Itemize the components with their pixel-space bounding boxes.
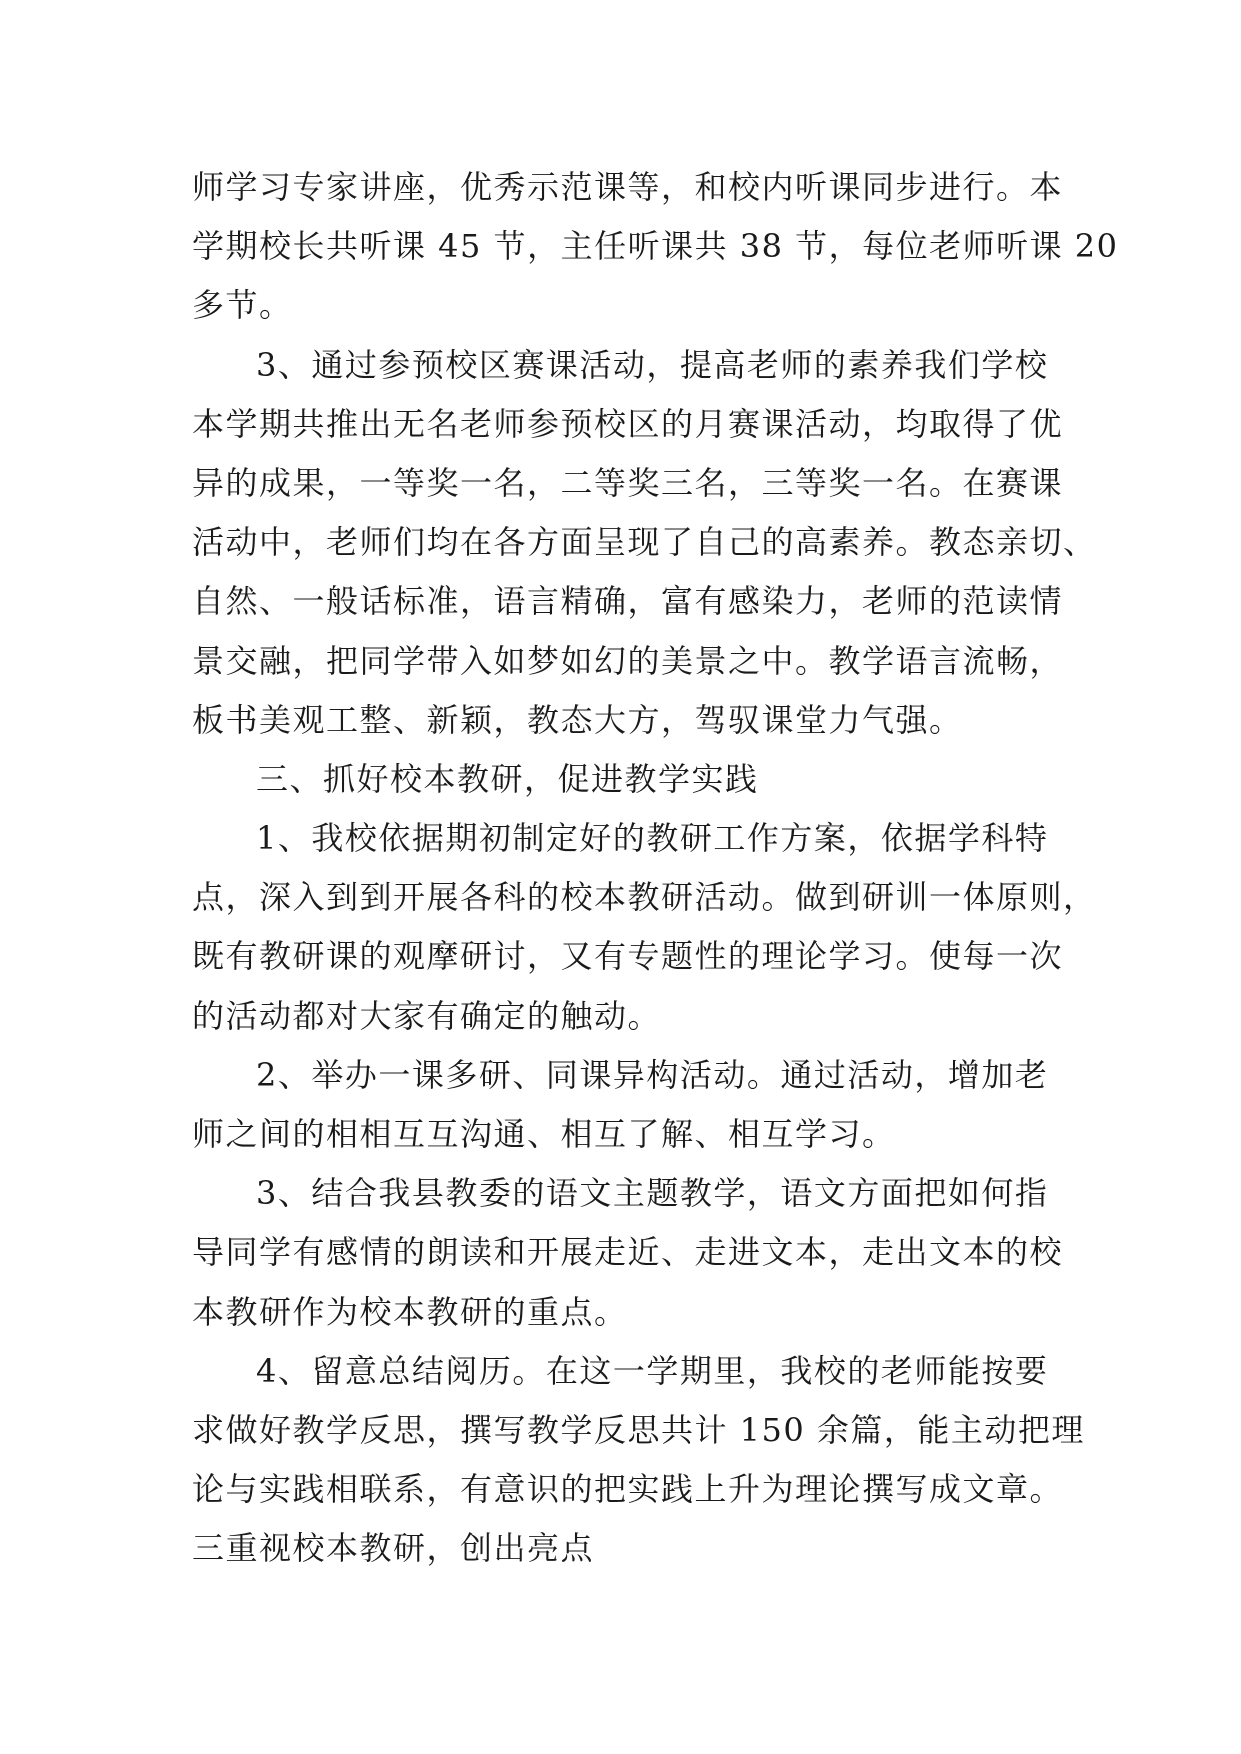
text-line: 既有教研课的观摩研讨，又有专题性的理论学习。使每一次 bbox=[192, 937, 1064, 976]
text-line: 三重视校本教研，创出亮点 bbox=[192, 1529, 595, 1568]
text-line: 活动中，老师们均在各方面呈现了自己的高素养。教态亲切、 bbox=[192, 523, 1097, 562]
text-line: 2、举办一课多研、同课异构活动。通过活动，增加老 bbox=[256, 1055, 1049, 1094]
text-line: 三、抓好校本教研，促进教学实践 bbox=[256, 759, 759, 798]
text-line: 4、留意总结阅历。在这一学期里，我校的老师能按要 bbox=[256, 1351, 1049, 1390]
text-line: 的活动都对大家有确定的触动。 bbox=[192, 996, 662, 1035]
text-line: 多节。 bbox=[192, 286, 293, 325]
document-body bbox=[192, 158, 1119, 1579]
text-line: 学期校长共听课 45 节，主任听课共 38 节，每位老师听课 20 bbox=[192, 227, 1119, 266]
text-line: 异的成果，一等奖一名，二等奖三名，三等奖一名。在赛课 bbox=[192, 463, 1064, 502]
text-line: 导同学有感情的朗读和开展走近、走进文本，走出文本的校 bbox=[192, 1233, 1064, 1272]
text-line: 本学期共推出无名老师参预校区的月赛课活动，均取得了优 bbox=[192, 404, 1064, 443]
text-line: 1、我校依据期初制定好的教研工作方案，依据学科特 bbox=[256, 819, 1049, 858]
text-line: 板书美观工整、新颖，教态大方，驾驭课堂力气强。 bbox=[192, 700, 963, 739]
text-line: 点，深入到到开展各科的校本教研活动。做到研训一体原则， bbox=[192, 878, 1097, 917]
text-line: 3、通过参预校区赛课活动，提高老师的素养我们学校 bbox=[256, 345, 1049, 384]
text-line: 师学习专家讲座，优秀示范课等，和校内听课同步进行。本 bbox=[192, 168, 1064, 206]
text-line: 景交融，把同学带入如梦如幻的美景之中。教学语言流畅， bbox=[192, 641, 1064, 680]
text-line: 本教研作为校本教研的重点。 bbox=[192, 1292, 628, 1331]
text-line: 自然、一般话标准，语言精确，富有感染力，老师的范读情 bbox=[192, 582, 1064, 621]
text-line: 师之间的相相互互沟通、相互了解、相互学习。 bbox=[192, 1115, 896, 1153]
text-line: 论与实践相联系，有意识的把实践上升为理论撰写成文章。 bbox=[192, 1470, 1064, 1509]
text-line: 求做好教学反思，撰写教学反思共计 150 余篇，能主动把理 bbox=[192, 1410, 1085, 1449]
text-line: 3、结合我县教委的语文主题教学，语文方面把如何指 bbox=[256, 1174, 1049, 1213]
